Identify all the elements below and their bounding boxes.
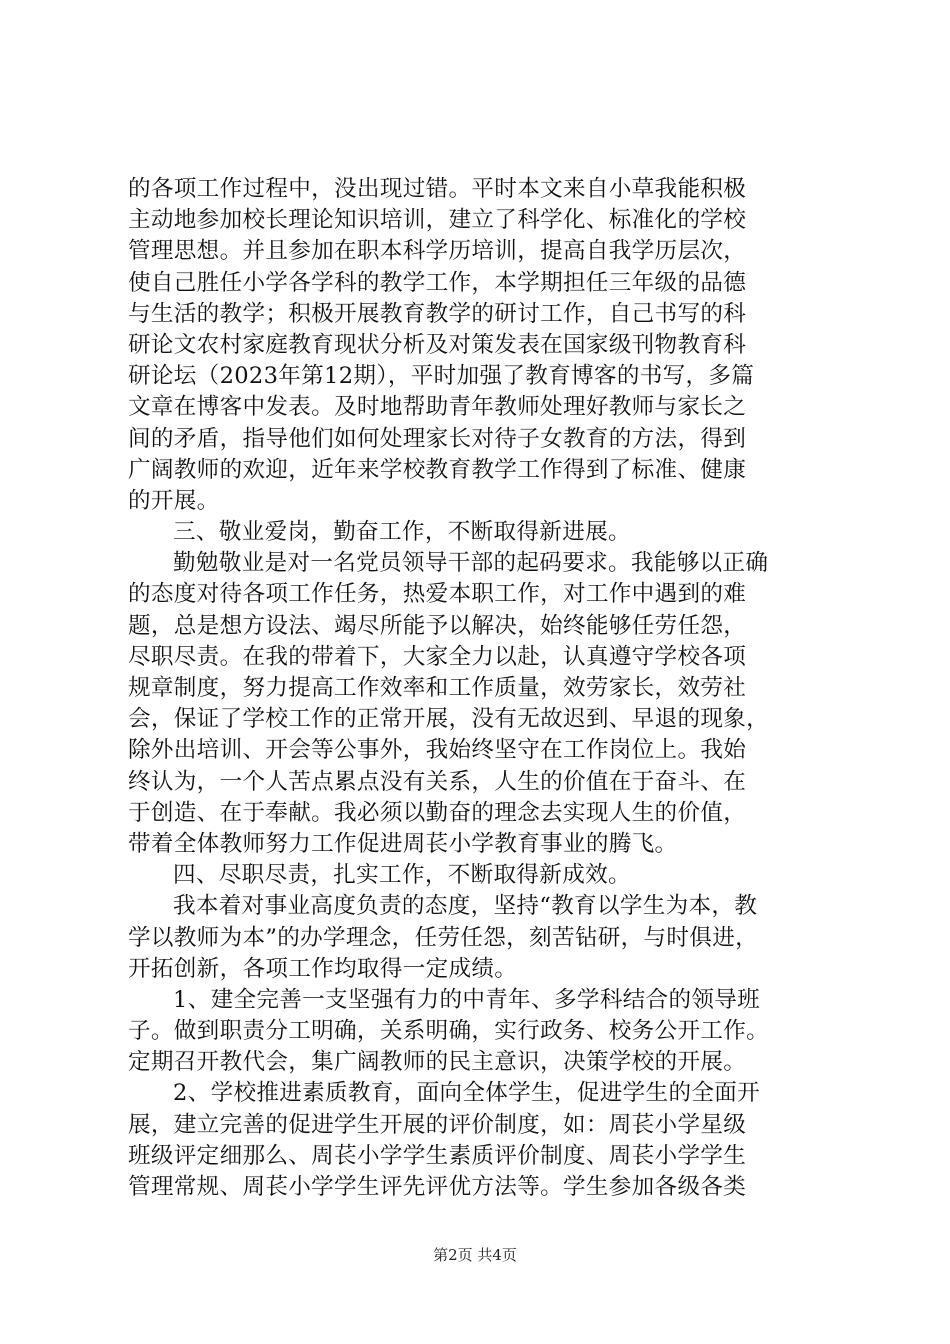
text-line: 主动地参加校长理论知识培训，建立了科学化、标准化的学校 (128, 207, 747, 234)
text-line: 的态度对待各项工作任务，热爱本职工作，对工作中遇到的难 (128, 581, 747, 608)
text-line: 2、学校推进素质教育，面向全体学生，促进学生的全面开 (173, 1080, 761, 1107)
text-line: 子。做到职责分工明确，关系明确，实行政务、校务公开工作。 (128, 1018, 770, 1045)
text-line: 会，保证了学校工作的正常开展，没有无故迟到、早退的现象， (128, 706, 770, 733)
text-line: 展，建立完善的促进学生开展的评价制度，如：周苌小学星级 (128, 1111, 747, 1138)
page-footer: 第2页 共4页 (433, 1246, 517, 1264)
text-line: 学以教师为本”的办学理念，任劳任怨，刻苦钻研，与时俱进， (128, 924, 758, 951)
text-line: 的各项工作过程中，没出现过错。平时本文来自小草我能积极 (128, 176, 747, 202)
text-line: 使自己胜任小学各学科的教学工作，本学期担任三年级的品德 (128, 269, 747, 296)
text-line: 与生活的教学；积极开展教育教学的研讨工作，自己书写的科 (128, 300, 747, 327)
text-line: 四、尽职尽责，扎实工作，不断取得新成效。 (173, 862, 631, 889)
text-line: 终认为，一个人苦点累点没有关系，人生的价值在于奋斗、在 (128, 768, 747, 795)
text-line: 尽职尽责。在我的带着下，大家全力以赴，认真遵守学校各项 (128, 643, 747, 670)
text-line: 的开展。 (128, 487, 220, 514)
text-line: 带着全体教师努力工作促进周苌小学教育事业的腾飞。 (128, 830, 678, 857)
text-line: 班级评定细那么、周苌小学学生素质评价制度、周苌小学学生 (128, 1142, 747, 1169)
text-line: 1、建全完善一支坚强有力的中青年、多学科结合的领导班 (173, 986, 761, 1013)
text-line: 除外出培训、开会等公事外，我始终坚守在工作岗位上。我始 (128, 737, 747, 764)
text-line: 管理思想。并且参加在职本科学历培训，提高自我学历层次， (128, 238, 747, 265)
text-line: 文章在博客中发表。及时地帮助青年教师处理好教师与家长之 (128, 394, 747, 421)
text-line: 开拓创新，各项工作均取得一定成绩。 (128, 955, 518, 982)
text-line: 规章制度，努力提高工作效率和工作质量，效劳家长，效劳社 (128, 675, 747, 701)
text-line: 定期召开教代会，集广阔教师的民主意识，决策学校的开展。 (128, 1049, 747, 1076)
text-line: 广阔教师的欢迎，近年来学校教育教学工作得到了标准、健康 (128, 456, 747, 483)
text-line: 研论坛（2023年第12期），平时加强了教育博客的书写，多篇 (128, 363, 755, 390)
text-line: 勤勉敬业是对一名党员领导干部的起码要求。我能够以正确 (173, 550, 769, 577)
text-line: 我本着对事业高度负责的态度，坚持“教育以学生为本，教 (173, 893, 758, 920)
text-line: 三、敬业爱岗，勤奋工作，不断取得新进展。 (173, 519, 631, 546)
text-line: 间的矛盾，指导他们如何处理家长对待子女教育的方法，得到 (128, 425, 747, 452)
text-line: 题，总是想方设法、竭尽所能予以解决，始终能够任劳任怨， (128, 612, 747, 639)
text-line: 于创造、在于奉献。我必须以勤奋的理念去实现人生的价值， (128, 799, 747, 826)
text-line: 管理常规、周苌小学学生评先评优方法等。学生参加各级各类 (128, 1174, 747, 1200)
text-line: 研论文农村家庭教育现状分析及对策发表在国家级刊物教育科 (128, 331, 747, 358)
body-text (128, 174, 828, 1203)
